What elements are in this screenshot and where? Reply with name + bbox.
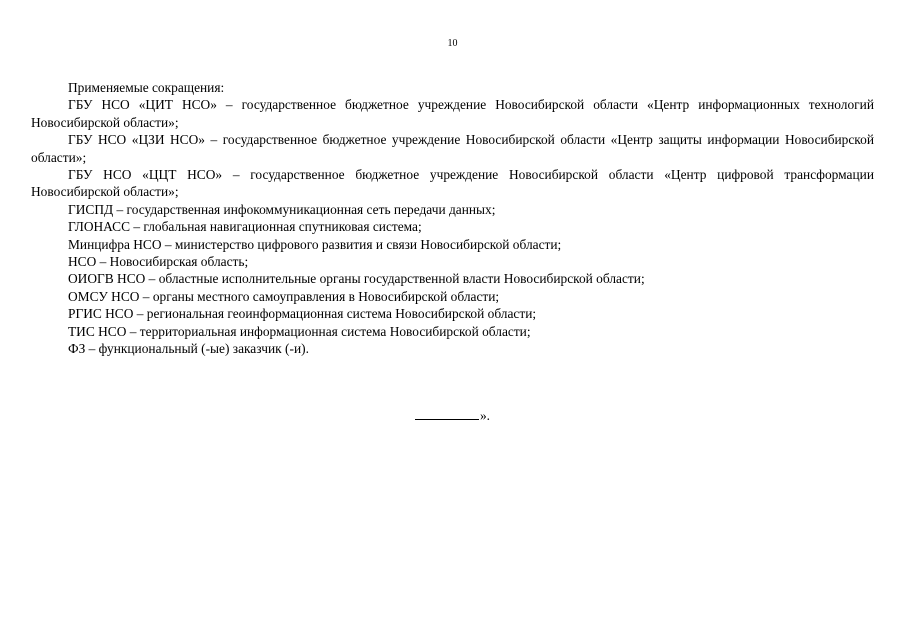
abbreviation-item: ОИОГВ НСО – областные исполнительные органы государственной власти Новосибирской области; [68,271,645,287]
page-number: 10 [447,38,458,49]
abbreviation-item: ФЗ – функциональный (-ые) заказчик (-и). [68,341,309,357]
abbreviation-item: ГБУ НСО «ЦЗИ НСО» – государственное бюджетное учреждение Новосибирской области «Центр защиты информации Новосибирской области»; [31,132,874,165]
abbreviation-item: ГЛОНАСС – глобальная навигационная спутниковая система; [68,219,422,235]
abbreviation-item: Минцифра НСО – министерство цифрового развития и связи Новосибирской области; [68,236,562,252]
abbreviation-item: ГБУ НСО «ЦЦТ НСО» – государственное бюджетное учреждение Новосибирской области «Центр цифровой трансформации Новосибирской области»; [31,167,874,200]
abbreviation-item: ТИС НСО – территориальная информационная система Новосибирской области; [68,323,531,339]
closing-underline [415,407,479,420]
abbreviations-section [31,79,874,358]
abbreviation-item: ГБУ НСО «ЦИТ НСО» – государственное бюджетное учреждение Новосибирской области «Центр информационных технологий Новосибирской области»; [31,97,874,130]
abbreviations-heading: Применяемые сокращения: [68,80,225,95]
abbreviation-item: НСО – Новосибирская область; [68,254,249,270]
closing-quote: ». [479,408,491,423]
abbreviation-item: РГИС НСО – региональная геоинформационная система Новосибирской области; [68,306,537,322]
abbreviation-item: ОМСУ НСО – органы местного самоуправления в Новосибирской области; [68,288,500,304]
abbreviation-item: ГИСПД – государственная инфокоммуникационная сеть передачи данных; [68,201,496,217]
closing-mark [0,407,905,424]
